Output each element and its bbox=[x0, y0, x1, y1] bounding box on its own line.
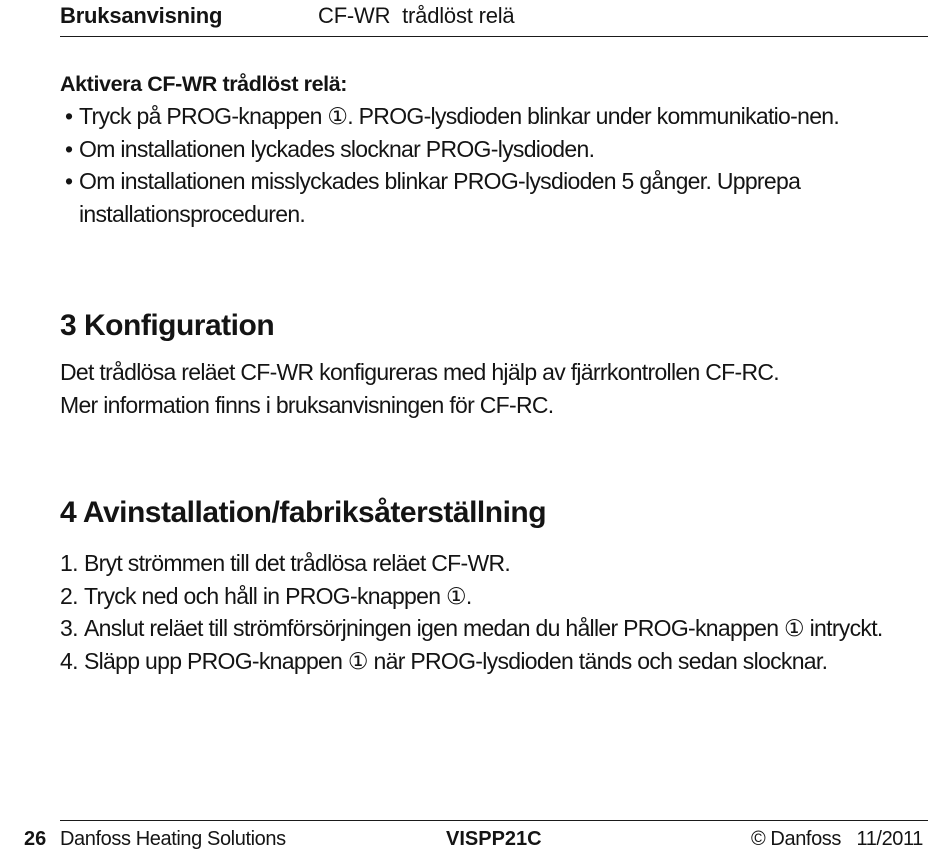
step-number: 3. bbox=[60, 615, 78, 641]
page-content bbox=[60, 68, 928, 677]
step-number: 1. bbox=[60, 550, 78, 576]
section-4-title: 4 Avinstallation/fabriksåterställning bbox=[60, 496, 547, 529]
step-text: Bryt strömmen till det trådlösa reläet CF-WR. bbox=[84, 550, 511, 576]
activate-list bbox=[60, 100, 928, 230]
page-footer bbox=[0, 820, 950, 853]
document-type: Bruksanvisning bbox=[60, 3, 223, 28]
list-item bbox=[60, 165, 928, 230]
footer-copyright: © Danfoss 11/2011 bbox=[750, 828, 923, 850]
section-4-steps bbox=[60, 547, 928, 677]
bullet-glyph: • bbox=[65, 103, 73, 129]
list-item bbox=[60, 645, 928, 678]
step-text: Anslut reläet till strömförsörjningen igen medan du håller PROG-knappen ① intryckt. bbox=[84, 615, 883, 641]
footer-company: Danfoss Heating Solutions bbox=[60, 828, 286, 850]
step-number: 4. bbox=[60, 647, 78, 674]
section-3-title: 3 Konfiguration bbox=[60, 309, 275, 342]
section-3-line-2: Mer information finns i bruksanvisningen för CF-RC. bbox=[60, 391, 554, 418]
footer-divider bbox=[60, 820, 928, 821]
list-item bbox=[60, 133, 928, 166]
list-item bbox=[60, 580, 928, 613]
footer-doc-code: VISPP21C bbox=[446, 828, 542, 850]
activate-heading: Aktivera CF-WR trådlöst relä: bbox=[60, 72, 348, 96]
step-text: Släpp upp PROG-knappen ① när PROG-lysdioden tänds och sedan slocknar. bbox=[84, 647, 828, 674]
section-3-line-1: Det trådlösa reläet CF-WR konfigureras med hjälp av fjärrkontrollen CF-RC. bbox=[60, 359, 779, 385]
page-number: 26 bbox=[24, 828, 47, 850]
step-number: 2. bbox=[60, 582, 78, 609]
step-text: Tryck ned och håll in PROG-knappen ①. bbox=[84, 582, 472, 609]
list-item-text: Om installationen misslyckades blinkar PROG-lysdioden 5 gånger. Upprepa installationsproceduren. bbox=[79, 168, 801, 227]
page-header bbox=[60, 0, 928, 37]
list-item bbox=[60, 612, 928, 645]
list-item bbox=[60, 100, 928, 133]
list-item-text: Tryck på PROG-knappen ①. PROG-lysdioden blinkar under kommunikatio-nen. bbox=[79, 103, 840, 129]
list-item-text: Om installationen lyckades slocknar PROG-lysdioden. bbox=[79, 135, 595, 162]
bullet-glyph: • bbox=[65, 168, 73, 194]
list-item bbox=[60, 547, 928, 580]
bullet-glyph: • bbox=[65, 135, 73, 162]
document-title: CF-WR trådlöst relä bbox=[318, 3, 515, 28]
